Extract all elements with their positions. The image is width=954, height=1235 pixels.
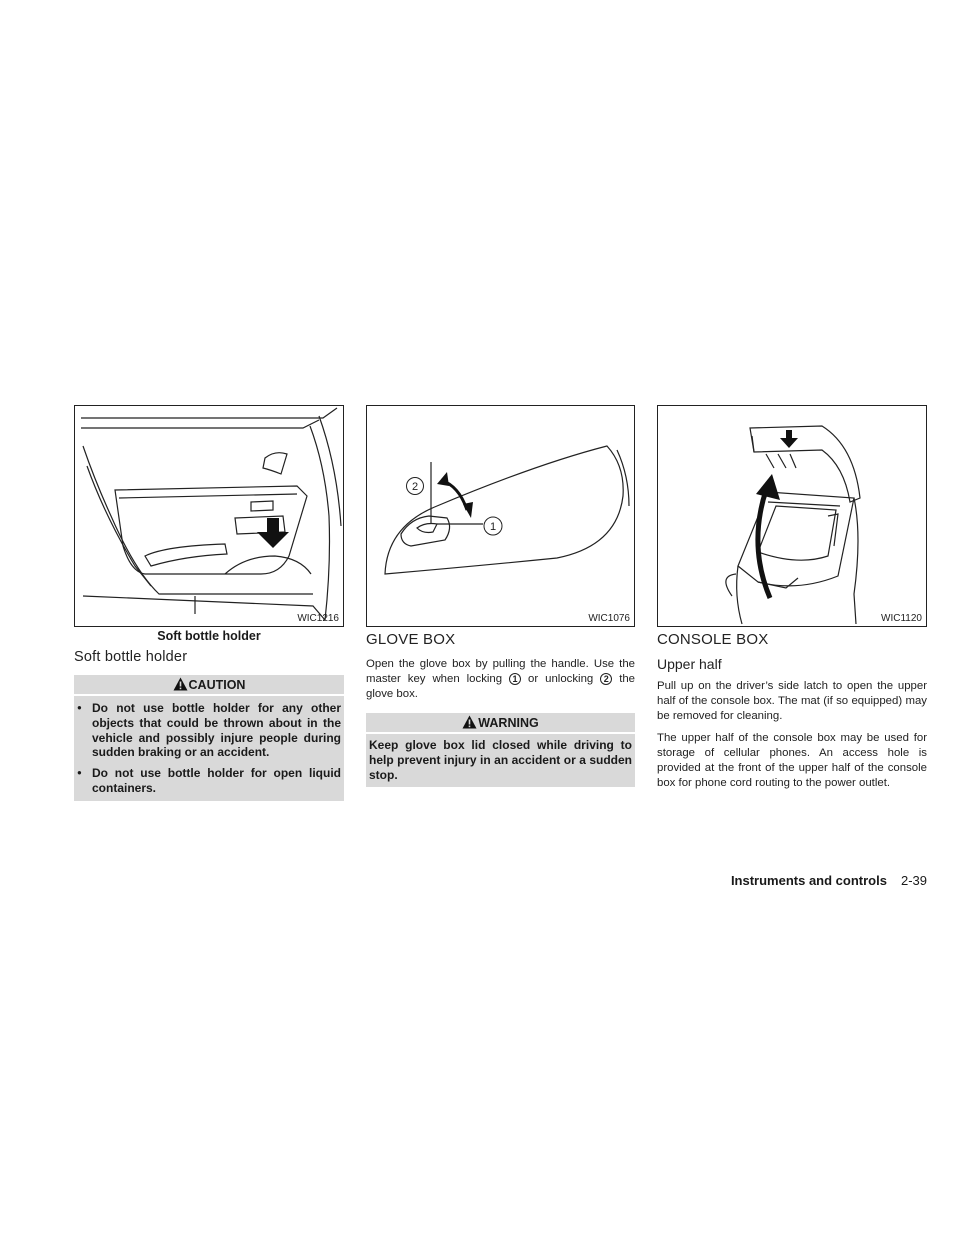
glove-text-a: Open the glove box by pulling the handle. Use the master key when locking <box>366 658 635 685</box>
figure-caption: Soft bottle holder <box>157 629 261 643</box>
warning-title: WARNING <box>478 716 539 730</box>
middle-column <box>366 631 635 702</box>
glove-box-illustration <box>367 406 634 626</box>
section-heading-console-box: CONSOLE BOX <box>657 631 769 648</box>
warning-triangle-icon <box>462 715 477 729</box>
caution-title: CAUTION <box>188 678 246 692</box>
console-box-illustration <box>658 406 926 626</box>
caution-box <box>74 675 344 801</box>
circled-number-2: 2 <box>600 673 612 685</box>
circled-number-1: 1 <box>509 673 521 685</box>
figure-code: WIC1120 <box>881 613 922 624</box>
caution-item: ● Do not use bottle holder for any other objects that could be thrown about in the vehicle and possibly injure people during sudden braking or an accident. <box>74 701 341 760</box>
footer-section-title: Instruments and controls <box>730 873 887 888</box>
glove-text-b: or unlocking <box>528 673 594 685</box>
console-para-2: The upper half of the console box may be used for storage of cellular phones. An access hole is provided at the front of the upper half of the console box for phone cord routing to the power outlet. <box>657 732 927 789</box>
figure-console-box <box>657 405 927 627</box>
glove-box-text <box>366 657 635 702</box>
section-heading-bottle-holder: Soft bottle holder <box>74 649 188 665</box>
left-column <box>74 629 344 665</box>
door-illustration <box>75 406 343 626</box>
callout-1: 1 <box>489 521 497 533</box>
warning-header <box>366 713 635 734</box>
page-footer <box>731 873 927 888</box>
console-box-text <box>657 679 927 791</box>
section-heading-glove-box: GLOVE BOX <box>366 631 456 648</box>
figure-code: WIC1216 <box>297 613 339 624</box>
page-number: 2-39 <box>900 873 927 888</box>
callout-2: 2 <box>411 481 419 493</box>
figure-glove-box <box>366 405 635 627</box>
warning-triangle-icon <box>173 677 188 691</box>
figure-soft-bottle-holder <box>74 405 344 627</box>
warning-body: Keep glove box lid closed while driving to help prevent injury in an accident or a sudden stop. <box>369 738 632 782</box>
caution-header <box>74 675 344 696</box>
glove-text-c: the glove box. <box>366 673 636 700</box>
right-column <box>657 631 927 798</box>
subheading-upper-half: Upper half <box>657 656 722 672</box>
caution-body <box>74 696 344 796</box>
figure-code: WIC1076 <box>588 613 630 624</box>
caution-item: ● Do not use bottle holder for open liquid containers. <box>74 766 341 796</box>
console-para-1: Pull up on the driver’s side latch to open the upper half of the console box. The mat (if so equipped) may be removed for cleaning. <box>657 680 927 722</box>
warning-box <box>366 713 635 787</box>
